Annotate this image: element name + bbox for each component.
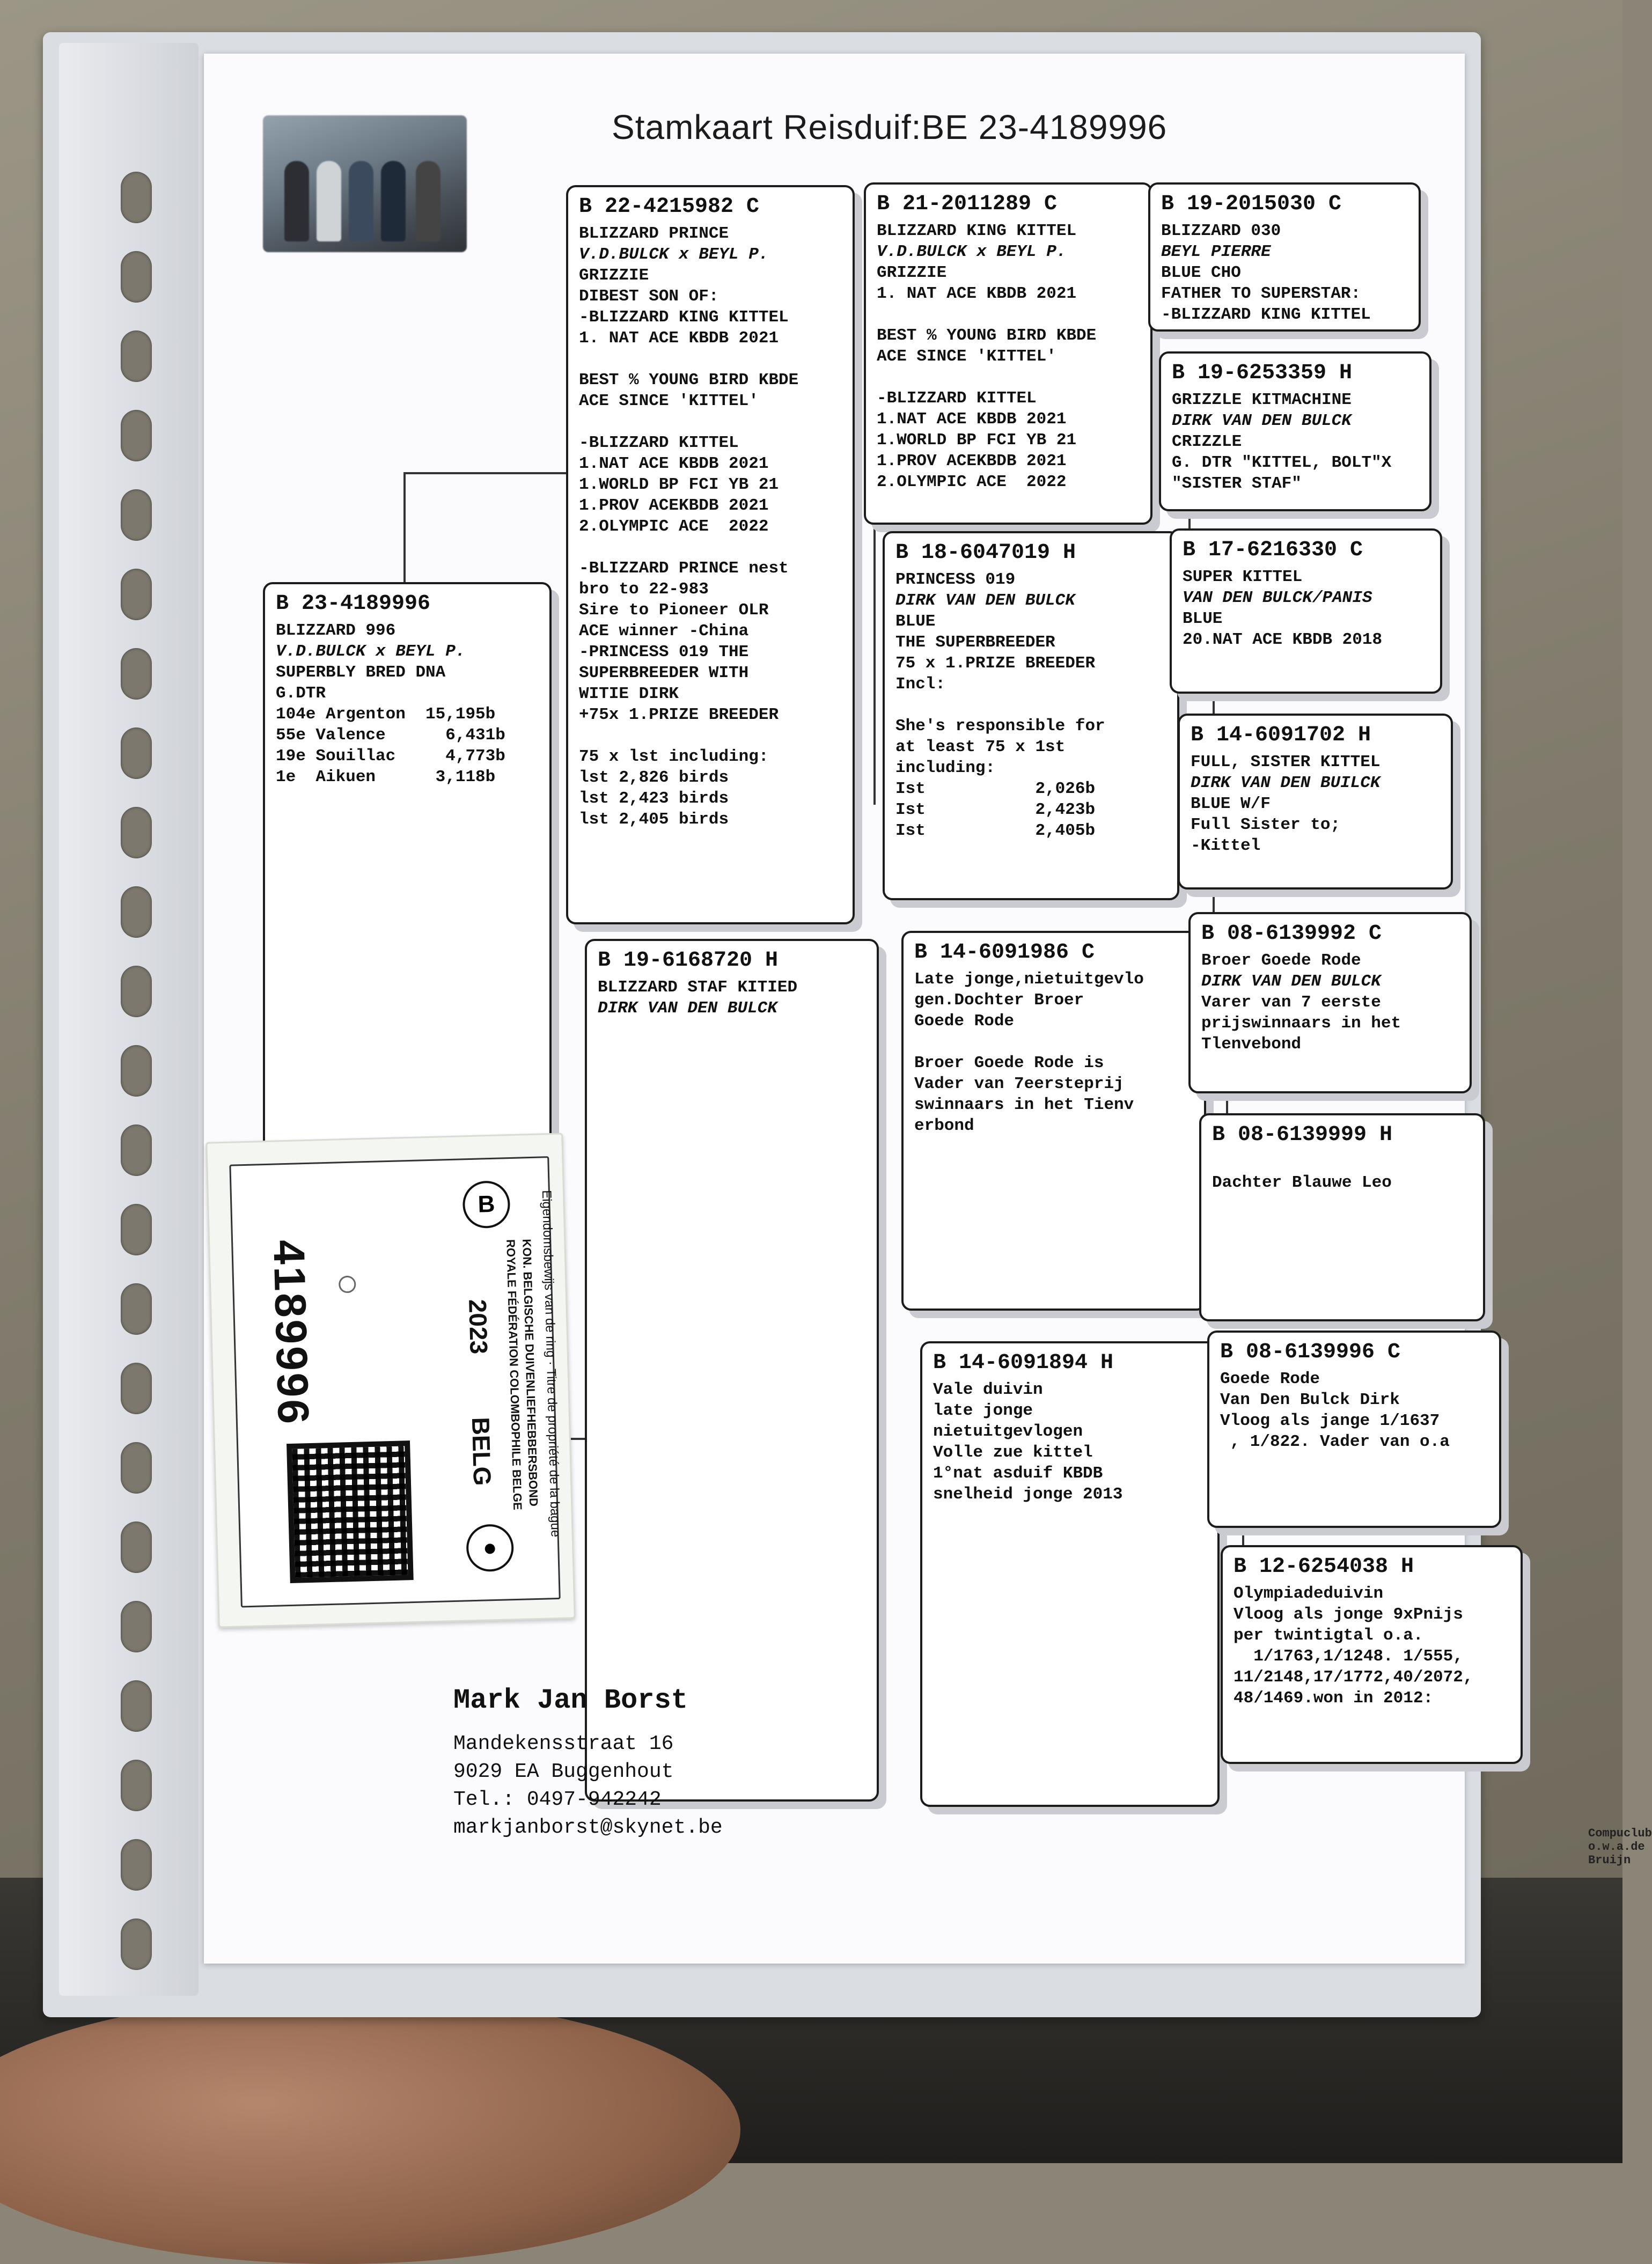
pigeon-info-line: Van Den Bulck Dirk	[1220, 1391, 1400, 1409]
pigeon-info-line: 1°nat asduif KBDB	[933, 1464, 1103, 1483]
binder-hole-icon	[121, 489, 152, 541]
pedigree-box-sire-dam	[883, 531, 1179, 900]
pedigree-box-ss-sire	[1148, 182, 1421, 332]
pigeon-info-line: 1/1763,1/1248. 1/555,	[1234, 1647, 1463, 1666]
binder-hole-icon	[121, 172, 152, 223]
federation-name-fr: ROYALE FÉDÉRATION COLOMBOPHILE BELGE	[504, 1239, 525, 1511]
pigeon-info-line: -BLIZZARD KING KITTEL	[1161, 305, 1371, 324]
ring-number: B 21-2011289 C	[877, 192, 1058, 216]
pigeon-info-line: BLUE	[895, 612, 936, 631]
pigeon-info-line: BEST % YOUNG BIRD KBDE	[877, 326, 1097, 345]
pigeon-info-line: including:	[895, 759, 996, 777]
pigeon-info-line	[579, 411, 842, 432]
pigeon-info-line: GRIZZIE	[877, 263, 947, 282]
pedigree-box-ds-sire	[1188, 912, 1472, 1093]
pigeon-info	[1172, 567, 1440, 650]
pigeon-info	[1161, 389, 1429, 494]
pigeon-info-line	[877, 367, 1140, 388]
pigeon-info-line: DIRK VAN DEN BULCK	[895, 591, 1075, 610]
pigeon-info-line: Ist 2,026b	[895, 780, 1096, 798]
pigeon-info-line: ACE SINCE 'KITTEL'	[877, 347, 1056, 366]
pigeon-info-line	[914, 1032, 1193, 1053]
owner-photo	[263, 115, 467, 252]
binder-hole-icon	[121, 1601, 152, 1652]
ring-ownership-card	[205, 1133, 575, 1628]
pigeon-info-line: BEST % YOUNG BIRD KBDE	[579, 371, 799, 389]
federation-name-nl: KON. BELGISCHE DUIVENLIEFHEBBERSBOND	[520, 1238, 541, 1507]
pigeon-info-line: Vale duivin	[933, 1380, 1043, 1399]
binder-hole-icon	[121, 966, 152, 1017]
pedigree-box-dam-dam	[920, 1341, 1220, 1807]
ring-number: B 23-4189996	[276, 592, 431, 616]
pigeon-info-line: FATHER TO SUPERSTAR:	[1161, 284, 1361, 303]
pigeon-info-line: bro to 22-983	[579, 580, 709, 599]
pigeon-info-line: lst 2,826 birds	[579, 768, 729, 787]
pigeon-info-line: VAN DEN BULCK/PANIS	[1183, 589, 1372, 607]
pigeon-info-line: BLIZZARD PRINCE	[579, 224, 729, 243]
pigeon-info-line: gen.Dochter Broer	[914, 991, 1084, 1010]
pigeon-info-line: Full Sister to;	[1191, 815, 1341, 834]
pigeon-info	[1180, 752, 1451, 856]
pigeon-info-line: Tlenvebond	[1201, 1035, 1302, 1054]
pigeon-info-line: ACE winner -China	[579, 622, 749, 641]
pigeon-info	[587, 977, 877, 1019]
binder-hole-icon	[121, 1363, 152, 1414]
pigeon-info-line: -BLIZZARD KITTEL	[579, 433, 739, 452]
pigeon-info-line: Goede Rode	[914, 1012, 1015, 1031]
pigeon-info-line: 2.OLYMPIC ACE 2022	[877, 473, 1067, 491]
owner-street: Mandekensstraat 16	[453, 1732, 674, 1755]
pigeon-info-line: 1. NAT ACE KBDB 2021	[579, 329, 779, 348]
pigeon-info-line: Broer Goede Rode is	[914, 1054, 1104, 1072]
ownership-text: Eigendomsbewijs van de ring · Titre de propriété de la bague	[539, 1189, 563, 1538]
pigeon-info-line: lst 2,423 birds	[579, 789, 729, 808]
pigeon-info-line: G. DTR "KITTEL, BOLT"X	[1172, 453, 1392, 472]
pigeon-info-line: "SISTER STAF"	[1172, 474, 1302, 493]
pigeon-info-line: Goede Rode	[1220, 1370, 1320, 1388]
pigeon-info-line: BLIZZARD STAF KITIED	[598, 978, 798, 997]
ring-number: B 14-6091986 C	[914, 940, 1095, 965]
pigeon-info-line: per twintigtal o.a.	[1234, 1626, 1423, 1645]
pigeon-info-line: DIBEST SON OF:	[579, 287, 719, 306]
pigeon-info-line: , 1/822. Vader van o.a	[1220, 1432, 1450, 1451]
pigeon-info-line	[895, 695, 1166, 716]
ring-card-inner	[229, 1156, 563, 1607]
pigeon-info-line	[877, 304, 1140, 325]
pigeon-info-line: -BLIZZARD KING KITTEL	[579, 308, 789, 327]
pigeon-info-line: THE SUPERBREEDER	[895, 633, 1055, 652]
ring-number: B 18-6047019 H	[895, 541, 1076, 565]
binder-hole-icon	[121, 1045, 152, 1097]
pigeon-info-line: BLIZZARD 030	[1161, 222, 1281, 240]
pigeon-info-line: 104e Argenton 15,195b	[276, 705, 496, 724]
pigeon-info	[1209, 1369, 1499, 1452]
pigeon-info-line: snelheid jonge 2013	[933, 1485, 1123, 1504]
pigeon-info-line: WITIE DIRK	[579, 685, 679, 703]
connector	[873, 526, 876, 805]
pigeon-info	[866, 220, 1150, 493]
pigeon-info	[1191, 950, 1470, 1055]
pigeon-info-line: V.D.BULCK x BEYL P.	[579, 245, 769, 264]
owner-block	[453, 1685, 723, 1842]
pigeon-info-line: BLIZZARD 996	[276, 621, 396, 640]
ring-number: B 12-6254038 H	[1234, 1555, 1414, 1579]
binder-hole-icon	[121, 727, 152, 779]
binder-hole-icon	[121, 1124, 152, 1176]
pigeon-info-line: BLIZZARD KING KITTEL	[877, 222, 1077, 240]
binder-hole-icon	[121, 1918, 152, 1970]
pigeon-info-line: SUPERBREEDER WITH	[579, 664, 749, 682]
pigeon-info-line: DIRK VAN DEN BULCK	[1172, 411, 1352, 430]
pigeon-info-line: 19e Souillac 4,773b	[276, 747, 505, 766]
binder-hole-icon	[121, 1839, 152, 1891]
credit-text: Compuclub o.w.a.de Bruijn	[1588, 1827, 1652, 1867]
ring-number: B 08-6139992 C	[1201, 922, 1382, 946]
binder-hole-icon	[121, 807, 152, 858]
ring-year: 2023	[464, 1299, 493, 1355]
pigeon-info-line: late jonge	[933, 1401, 1033, 1420]
pigeon-info-line: BLUE CHO	[1161, 263, 1241, 282]
pigeon-info-line: Vloog als jonge 9xPnijs	[1234, 1605, 1463, 1624]
pigeon-info-line: 55e Valence 6,431b	[276, 726, 505, 745]
ring-number: B 08-6139999 H	[1212, 1123, 1393, 1147]
punch-hole-icon	[339, 1276, 356, 1293]
pigeon-info-line: ACE SINCE 'KITTEL'	[579, 392, 759, 410]
pigeon-info-line: lst 2,405 birds	[579, 810, 729, 829]
pigeon-info-line: Vloog als jange 1/1637	[1220, 1412, 1440, 1430]
binder-hole-icon	[121, 251, 152, 303]
pigeon-info	[922, 1379, 1217, 1505]
pigeon-info-line: 1. NAT ACE KBDB 2021	[877, 284, 1077, 303]
binder-hole-icon	[121, 569, 152, 620]
ring-number: B 08-6139996 C	[1220, 1340, 1401, 1364]
pigeon-info	[1150, 220, 1419, 325]
binder-hole-icon	[121, 1680, 152, 1732]
owner-city: 9029 EA Buggenhout	[453, 1760, 674, 1783]
pigeon-info-line: SUPER KITTEL	[1183, 568, 1303, 586]
pigeon-info-line: Dachter Blauwe Leo	[1212, 1173, 1392, 1192]
pigeon-info-line: nietuitgevlogen	[933, 1422, 1083, 1441]
pigeon-info-line: FULL, SISTER KITTEL	[1191, 753, 1381, 771]
page-title: Stamkaart Reisduif:BE 23-4189996	[612, 108, 1168, 146]
pigeon-logo-icon: ●	[466, 1524, 514, 1572]
pigeon-info-line: Volle zue kittel	[933, 1443, 1093, 1462]
owner-phone: Tel.: 0497-942242	[453, 1788, 662, 1811]
pigeon-info-line: -Kittel	[1191, 836, 1261, 855]
pigeon-info-line: 75 x 1.PRIZE BREEDER	[895, 654, 1096, 673]
pigeon-info-line: at least 75 x 1st	[895, 738, 1066, 756]
ring-number: B 14-6091702 H	[1191, 723, 1371, 747]
pigeon-info	[885, 569, 1177, 841]
pedigree-box-ds-dam	[1199, 1113, 1485, 1321]
pigeon-info-line: BLUE	[1183, 609, 1223, 628]
pigeon-info-line	[579, 537, 842, 558]
binder-hole-icon	[121, 1521, 152, 1573]
owner-email: markjanborst@skynet.be	[453, 1816, 723, 1839]
pigeon-info-line: CRIZZLE	[1172, 432, 1242, 451]
pigeon-info	[904, 969, 1204, 1136]
pedigree-box-dam	[585, 939, 879, 1802]
kbdb-logo-icon: B	[462, 1180, 510, 1229]
pigeon-info-line: PRINCESS 019	[895, 570, 1016, 589]
pigeon-info-line: Broer Goede Rode	[1201, 951, 1361, 970]
pigeon-info-line: She's responsible for	[895, 717, 1105, 736]
pigeon-info-line: Ist 2,423b	[895, 800, 1096, 819]
ring-card-number: 4189996	[264, 1239, 318, 1427]
pigeon-info-line: 1.NAT ACE KBDB 2021	[877, 410, 1067, 429]
ring-country: BELG	[466, 1416, 497, 1487]
pedigree-page	[204, 54, 1652, 1964]
pigeon-info	[568, 223, 853, 830]
pigeon-info-line: GRIZZIE	[579, 266, 649, 285]
qr-code-icon	[287, 1440, 414, 1583]
ring-number: B 19-2015030 C	[1161, 192, 1342, 216]
pigeon-info-line: 1.PROV ACEKBDB 2021	[877, 452, 1067, 471]
pedigree-box-sd-dam	[1178, 714, 1453, 890]
pigeon-info-line: +75x 1.PRIZE BREEDER	[579, 705, 779, 724]
pigeon-info-line: V.D.BULCK x BEYL P.	[276, 642, 466, 661]
owner-name: Mark Jan Borst	[453, 1685, 688, 1716]
pigeon-info-line: BLUE W/F	[1191, 795, 1271, 813]
binder-hole-icon	[121, 410, 152, 461]
binder-hole-icon	[121, 1204, 152, 1255]
pigeon-info-line: -BLIZZARD KITTEL	[877, 389, 1037, 408]
pigeon-info-line: Late jonge,nietuitgevlo	[914, 970, 1144, 989]
pigeon-info-line: erbond	[914, 1116, 974, 1135]
pedigree-box-dam-sire	[901, 931, 1206, 1311]
pigeon-info-line: 2.OLYMPIC ACE 2022	[579, 517, 769, 536]
pigeon-info-line: DIRK VAN DEN BUILCK	[1191, 774, 1381, 792]
pigeon-info-line	[579, 349, 842, 370]
ring-number: B 19-6253359 H	[1172, 361, 1353, 385]
ring-number: B 22-4215982 C	[579, 195, 760, 219]
connector	[403, 472, 586, 474]
pigeon-info-line: V.D.BULCK x BEYL P.	[877, 242, 1067, 261]
pigeon-info-line: Incl:	[895, 675, 946, 694]
binder-hole-icon	[121, 1283, 152, 1335]
binder-hole-icon	[121, 648, 152, 700]
pigeon-info-line: 1.WORLD BP FCI YB 21	[877, 431, 1077, 450]
ring-number: B 17-6216330 C	[1183, 538, 1363, 562]
binder-hole-icon	[121, 330, 152, 382]
pigeon-info-line: GRIZZLE KITMACHINE	[1172, 391, 1352, 409]
pigeon-info-line: -BLIZZARD PRINCE nest	[579, 559, 789, 578]
pedigree-box-sd-sire	[1170, 528, 1442, 694]
pigeon-info	[1201, 1151, 1483, 1193]
pigeon-info	[265, 620, 549, 788]
pigeon-info-line: Sire to Pioneer OLR	[579, 601, 769, 620]
ring-number: B 19-6168720 H	[598, 949, 779, 973]
pigeon-info-line: 1e Aikuen 3,118b	[276, 768, 496, 786]
pedigree-box-sire-sire	[864, 182, 1152, 525]
pigeon-info-line: 1.WORLD BP FCI YB 21	[579, 475, 779, 494]
pigeon-info-line: SUPERBLY BRED DNA	[276, 663, 446, 682]
pigeon-info-line: DIRK VAN DEN BULCK	[1201, 972, 1381, 991]
pigeon-info-line: DIRK VAN DEN BULCK	[598, 999, 777, 1018]
pigeon-info-line	[1212, 1151, 1472, 1172]
pigeon-info-line: BEYL PIERRE	[1161, 242, 1271, 261]
pedigree-box-dd-dam	[1221, 1545, 1523, 1764]
pigeon-info-line: 1.PROV ACEKBDB 2021	[579, 496, 769, 515]
pigeon-info-line: Vader van 7eersteprij	[914, 1075, 1124, 1093]
pigeon-info-line: 20.NAT ACE KBDB 2018	[1183, 630, 1383, 649]
pedigree-box-sire	[566, 185, 855, 924]
pigeon-info-line: Ist 2,405b	[895, 821, 1096, 840]
pedigree-box-dd-sire	[1207, 1331, 1501, 1528]
pedigree-box-ss-dam	[1159, 351, 1431, 511]
pigeon-info-line	[579, 725, 842, 746]
binder-hole-icon	[121, 886, 152, 938]
pigeon-info-line: prijswinnaars in het	[1201, 1014, 1401, 1033]
pigeon-info-line: Varer van 7 eerste	[1201, 993, 1381, 1012]
binder-hole-icon	[121, 1760, 152, 1811]
pigeon-info-line: -PRINCESS 019 THE	[579, 643, 749, 661]
pigeon-info	[1223, 1583, 1521, 1709]
pigeon-info-line: 75 x lst including:	[579, 747, 769, 766]
ring-number: B 14-6091894 H	[933, 1351, 1114, 1375]
pigeon-info-line: 11/2148,17/1772,40/2072,	[1234, 1668, 1473, 1687]
pigeon-info-line: Olympiadeduivin	[1234, 1584, 1384, 1603]
pigeon-info-line: swinnaars in het Tienv	[914, 1096, 1134, 1114]
pigeon-info-line: 48/1469.won in 2012:	[1234, 1689, 1434, 1708]
pigeon-info-line: 1.NAT ACE KBDB 2021	[579, 454, 769, 473]
pigeon-info-line: G.DTR	[276, 684, 326, 703]
binder-hole-icon	[121, 1442, 152, 1494]
